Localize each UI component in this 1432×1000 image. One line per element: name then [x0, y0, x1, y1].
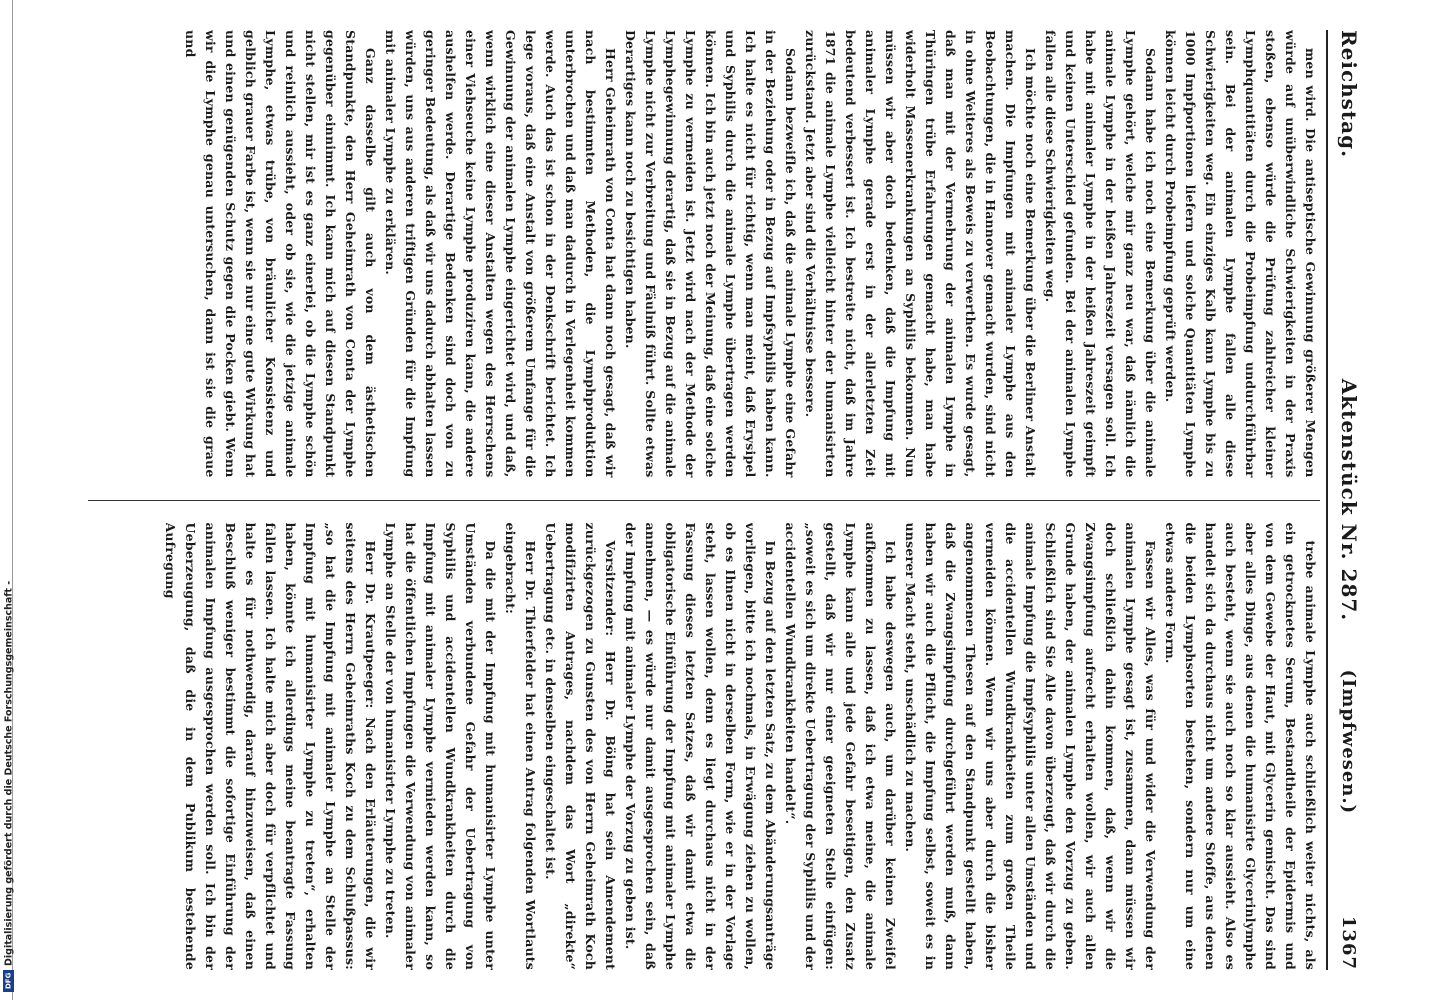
paragraph: Herr Geheimrath von Conta hat dann noch gesagt, daß wir nach bestimmten Methoden, die Lymphproduktion unterbrochen und daß man dadurch in Verlegenheit kommen werde. Auch das ist schon in der Denkschrift berichtet. Ich lege voraus, daß eine Anstalt von größerem Umfange für die Gewinnung der animalen Lymphe eingerichtet wird, und daß, wenn wirklich eine dieser Anstalten wegen des Herrschens einer Viehseuche keine Lymphe produziren kann, die andere aushelfen werde. Derartige Bedenken sind doch von zu geringer Bedeutung, als daß wir uns dadurch abhalten lassen würden, uns aus anderen triftigen Gründen für die Impfung mit animaler Lymphe zu erklären. [383, 30, 618, 478]
paragraph: Fassen wir Alles, was für und wider die Verwendung der animalen Lymphe gesagt ist, zusammen, dann müssen wir doch schließlich dahin kommen, daß, wenn wir die Zwangsimpfung aufrecht erhalten wollen, wir auch allen Grunde haben, der animalen Lymphe den Vorzug zu geben. Schließlich sind Sie Alle davon überzeugt, daß wir durch die animale Impfung die Impfsyphilis unter allen Umständen und die accidentellen Wundkrankheiten zum großen Theile vermeiden können. Wenn wir uns aber durch die bisher angenommenen Thesen auf den Standpunkt gestellt haben, daß die Zwangsimpfung durchgeführt werden muß, dann haben wir auch die Pflicht, die Impfung selbst, soweit es in unserer Macht steht, unschädlich zu machen. [903, 522, 1158, 970]
paragraph: Sodann habe ich noch eine Bemerkung über die animale Lymphe gehört, welche mir ganz neu war, daß nämlich die animale Lymphe in der heißen Jahreszeit versagen soll. Ich habe mit animaler Lymphe in der heißen Jahreszeit geimpft und keinen Unterschied gefunden. Bei der animalen Lymphe fallen alle diese Schwierigkeiten weg. [1043, 30, 1158, 478]
paragraph: Sodann bezweifle ich, daß die animale Lymphe eine Gefahr in der Beziehung oder in Bezug auf Impfsyphilis haben kann. Ich halte es nicht für richtig, wenn man meint, daß Erysipel und Syphilis durch die animale Lymphe übertragen werden können. Ich bin auch jetzt noch der Meinung, daß eine solche Lymphe zu vermeiden ist. Jetzt wird nach der Methode der Lymphegewinnung derartig, daß sie in Bezug auf die animale Lymphe nicht zur Verbreitung und Fäulniß führt. Sollte etwas Derartiges kann noch zu besichtigen haben. [623, 30, 798, 478]
digitization-credit [2, 0, 16, 1000]
paragraph: Ich möchte noch eine Bemerkung über die Berliner Anstalt machen. Die Impfungen mit animaler Lymphe aus den Beobachtungen, die in Hannover gemacht wurden, sind nicht in ohne Weiteres als Beweis zu verwerthen. Es wurde gesagt, daß man mit der Vermehrung der animalen Lymphe in Thüringen trübe Erfahrungen gemacht habe, man habe widerholt Massenerkrankungen an Syphilis bekommen. Nun müssen wir aber doch bedenken, daß die Impfung mit animaler Lymphe gerade erst in der allerletzten Zeit bedeutend verbessert ist. Ich bestreite nicht, daß im Jahre 1871 die animale Lymphe vielleicht hinter der humanisirten zurückstand. Jetzt aber sind die Verhältnisse bessere. [803, 30, 1038, 478]
rotated-document-page [70, 10, 1380, 990]
paragraph: Ich habe deswegen auch, um darüber keinen Zweifel aufkommen zu lassen, daß ich etwa meine, die animale Lymphe kann alle und jede Gefahr beseitigen, den Zusatz gestellt, daß wir nur einer geeigneten Stelle einfügen: „soweit es sich um direkte Uebertragung der Syphilis und der accidentellen Wundkrankheiten handelt“. [783, 522, 898, 970]
header-rule [1326, 30, 1328, 970]
column-divider [88, 500, 1320, 501]
paragraph: Herr Dr. Thierfelder hat einen Antrag folgenden Wortlauts eingebracht: [503, 522, 538, 970]
paragraph: In Bezug auf den letzten Satz, zu dem Abänderungsanträge vorliegen, bitte ich nochmals, in Erwägung ziehen zu wollen, ob es Ihnen nicht in derselben Form, wie er in der Vorlage steht, lassen wollen, denn es liegt durchaus nicht in der Fassung dieses letzten Satzes, daß wir damit etwa die obligatorische Einführung der Impfung mit animaler Lymphe annehmen, — es würde nur damit ausgesprochen sein, daß der Impfung mit animaler Lymphe der Vorzug zu geben ist. [623, 522, 778, 970]
paragraph: men wird. Die antiseptische Gewinnung größerer Mengen würde auf unüberwindliche Schwierigkeiten in der Praxis stoßen, ebenso würde die Prüfung zahlreicher kleiner Lymphquantitäten durch die Probeimpfung undurchführbar sein. Bei der animalen Lymphe fallen alle diese Schwierigkeiten weg. Ein einziges Kalb kann Lymphe bis zu 1000 Impfportionen liefern und solche Quantitäten Lymphe können leicht durch Probeimpfung geprüft werden. [1163, 30, 1318, 478]
header-center: Aktenstück Nr. 287. [1337, 378, 1361, 622]
header-left: Reichstag. [1337, 30, 1361, 159]
text-columns [88, 30, 1320, 970]
header-right-label: (Impfwesen.) [1338, 669, 1360, 815]
text-column-1 [88, 30, 1320, 478]
page-header [1332, 30, 1366, 970]
credit-text: Digitalisierung gefördert durch die Deutsche Forschungsgemeinschaft - [3, 580, 15, 966]
paragraph: trebe animale Lymphe auch schließlich weiter nichts, als ein getrocknetes Serum, Bestandtheile der Epidermis und von dem Gewebe der Haut, mit Glycerin gemischt. Das sind aber alles Dinge, aus denen die humanisirte Glycerinlymphe auch besteht, wenn sie auch noch so klar aussieht. Also es handelt sich da durchaus nicht um andere Stoffe, aus denen die beiden Lymphsorten bestehen, sondern nur um eine etwas andere Form. [1163, 522, 1318, 970]
paragraph: Herr Dr. Krautpeeger: Nach den Erläuterungen, die wir seitens des Herrn Geheimraths Koch zu dem Schlußpassus: „so hat die Impfung mit animaler Lymphe an Stelle der Impfung mit humanisirter Lymphe zu treten“, erhalten haben, könnte ich allerdings meine beantragte Fassung fallen lassen. Ich halte mich aber doch für verpflichtet und halte es für nothwendig, darauf hinzuweisen, daß einen Beschluß weniger bestimmt die sofortige Einführung der animalen Impfung ausgesprochen werden soll. Ich bin der Ueberzeugung, daß die in dem Publikum bestehende Aufregung [163, 522, 378, 970]
paragraph: Da die mit der Impfung mit humanisirter Lymphe unter Umständen verbundene Gefahr der Uebertragung von Syphilis und accidentellen Wundkrankheiten durch die Impfung mit animaler Lymphe vermieden werden kann, so hat die öffentlichen Impfungen die Verwendung von animaler Lymphe an Stelle der von humanisirter Lymphe zu treten. [383, 522, 498, 970]
text-column-2 [88, 523, 1320, 971]
paragraph: Vorsitzender: Herr Dr. Böing hat sein Amendement zurückgezogen zu Gunsten des von Herrn Geheimrath Koch modifizirten Antrages, nachdem das Wort „direkte“ Uebertragung etc. in denselben eingeschaltet ist. [543, 522, 618, 970]
paragraph: Ganz dasselbe gilt auch von dem ästhetischen Standpunkte, den Herr Geheimrath von Conta der Lymphe gegenüber einnimmt. Ich kann mich auf diesen Standpunkt nicht stellen, mir ist es ganz einerlei, ob die Lymphe schön und reinlich aussieht, oder ob sie, wie die jetzige animale Lymphe, etwas trübe, von bräunlicher Konsistenz und gelblich grauer Farbe ist, wenn sie nur eine gute Wirkung hat und einen genügenden Schutz gegen die Pocken giebt. Wenn wir die Lymphe genau untersuchen, dann ist sie die graue und [183, 30, 378, 478]
dfg-logo: DFG [4, 970, 15, 992]
page-number: 1367 [1338, 915, 1360, 970]
